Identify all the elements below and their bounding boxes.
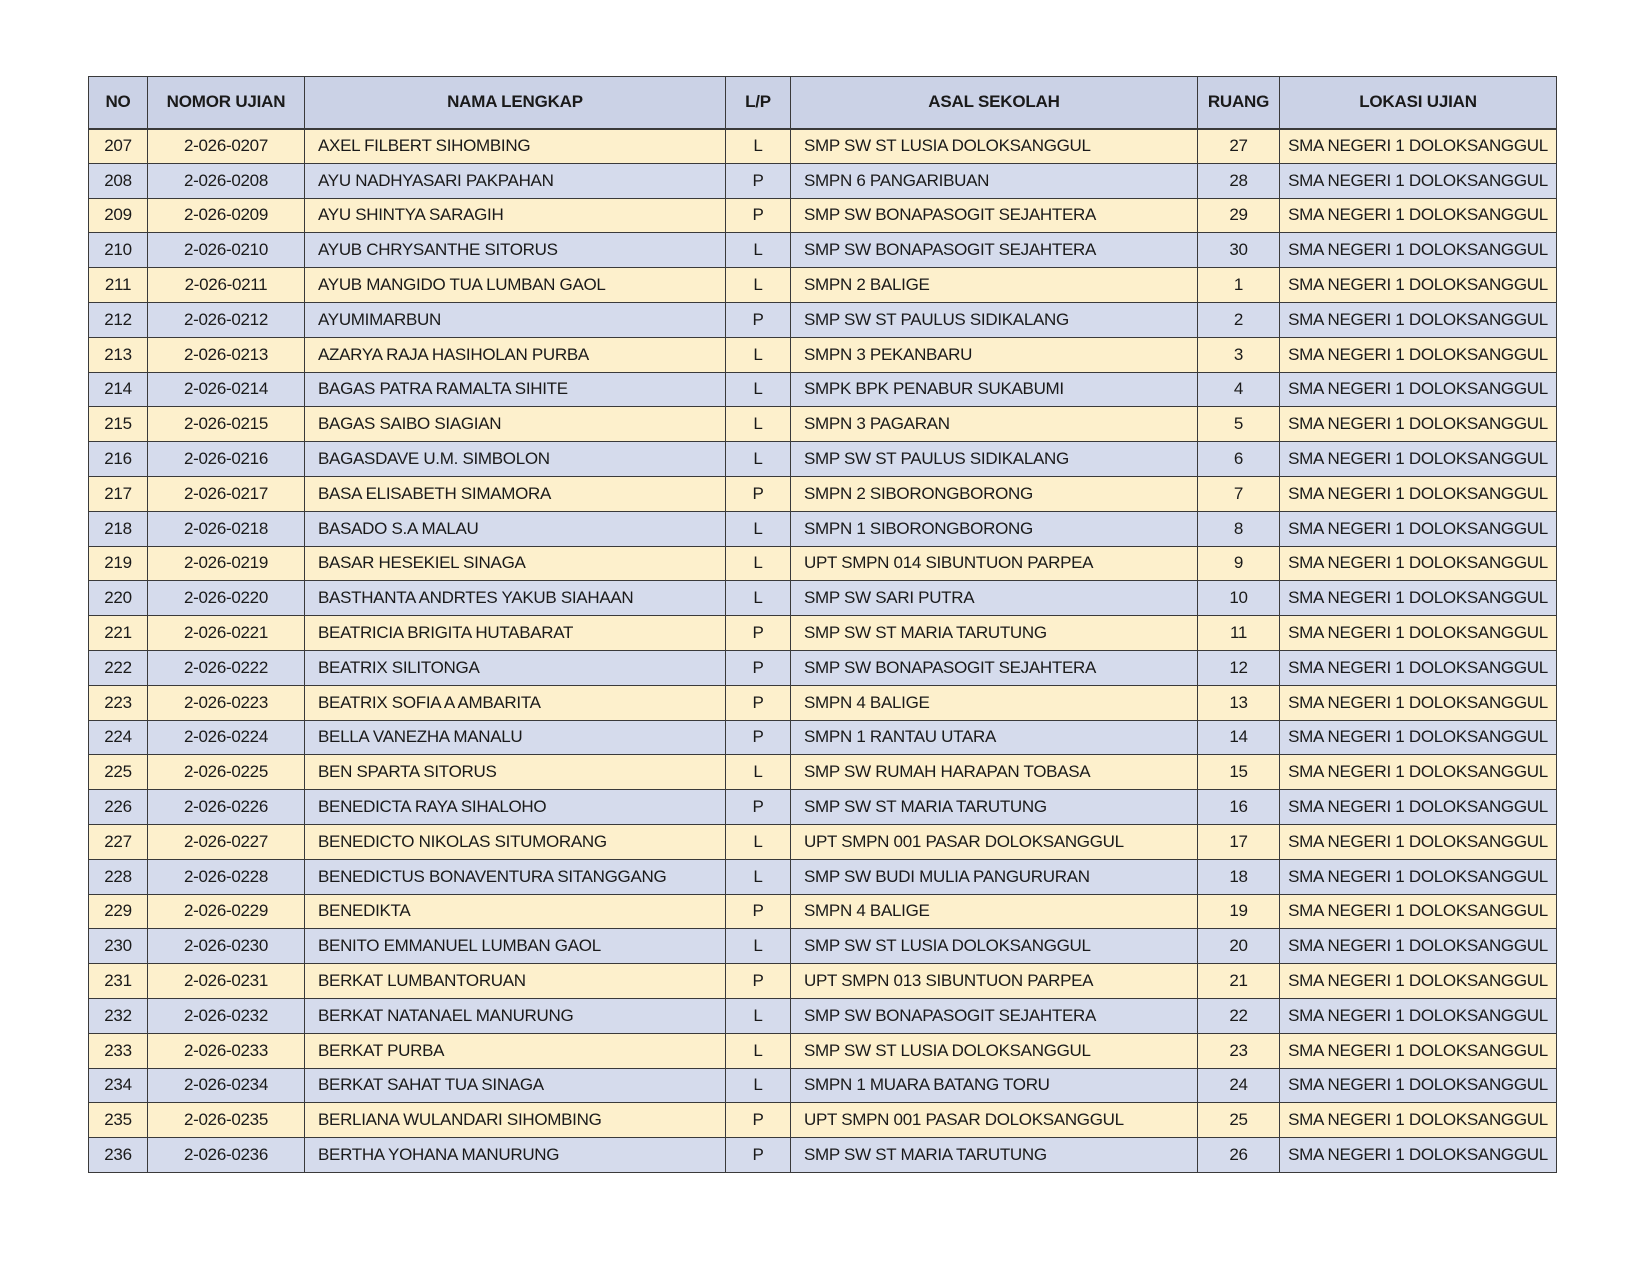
cell-asal-sekolah: SMPN 1 MUARA BATANG TORU [791,1068,1198,1103]
cell-lp: L [726,129,791,164]
cell-asal-sekolah: SMPN 2 SIBORONGBORONG [791,476,1198,511]
cell-nomor-ujian: 2-026-0210 [148,233,305,268]
cell-asal-sekolah: SMPK BPK PENABUR SUKABUMI [791,372,1198,407]
cell-ruang: 3 [1198,337,1280,372]
cell-asal-sekolah: SMPN 3 PEKANBARU [791,337,1198,372]
header-lp: L/P [726,77,791,129]
cell-ruang: 29 [1198,198,1280,233]
table-row [89,720,1557,755]
cell-asal-sekolah: SMPN 1 RANTAU UTARA [791,720,1198,755]
cell-nama-lengkap: BAGAS PATRA RAMALTA SIHITE [305,372,726,407]
cell-no: 230 [89,929,148,964]
cell-nama-lengkap: BENITO EMMANUEL LUMBAN GAOL [305,929,726,964]
cell-ruang: 23 [1198,1033,1280,1068]
cell-lokasi-ujian: SMA NEGERI 1 DOLOKSANGGUL [1280,720,1557,755]
cell-lokasi-ujian: SMA NEGERI 1 DOLOKSANGGUL [1280,302,1557,337]
cell-lokasi-ujian: SMA NEGERI 1 DOLOKSANGGUL [1280,650,1557,685]
cell-nomor-ujian: 2-026-0207 [148,129,305,164]
table-body [89,129,1557,1173]
cell-nama-lengkap: AYUB MANGIDO TUA LUMBAN GAOL [305,268,726,303]
cell-lokasi-ujian: SMA NEGERI 1 DOLOKSANGGUL [1280,129,1557,164]
table-row [89,1103,1557,1138]
cell-nomor-ujian: 2-026-0218 [148,511,305,546]
cell-lokasi-ujian: SMA NEGERI 1 DOLOKSANGGUL [1280,233,1557,268]
cell-asal-sekolah: SMP SW SARI PUTRA [791,581,1198,616]
cell-lokasi-ujian: SMA NEGERI 1 DOLOKSANGGUL [1280,616,1557,651]
table-row [89,1138,1557,1173]
cell-nomor-ujian: 2-026-0228 [148,859,305,894]
cell-lokasi-ujian: SMA NEGERI 1 DOLOKSANGGUL [1280,998,1557,1033]
cell-ruang: 12 [1198,650,1280,685]
cell-lp: L [726,546,791,581]
cell-nomor-ujian: 2-026-0236 [148,1138,305,1173]
cell-nama-lengkap: BENEDICTA RAYA SIHALOHO [305,790,726,825]
cell-nomor-ujian: 2-026-0222 [148,650,305,685]
table-row [89,337,1557,372]
cell-lp: L [726,233,791,268]
cell-asal-sekolah: SMP SW BONAPASOGIT SEJAHTERA [791,998,1198,1033]
cell-no: 223 [89,685,148,720]
cell-ruang: 27 [1198,129,1280,164]
cell-no: 213 [89,337,148,372]
cell-ruang: 20 [1198,929,1280,964]
cell-asal-sekolah: UPT SMPN 001 PASAR DOLOKSANGGUL [791,1103,1198,1138]
cell-lp: L [726,511,791,546]
cell-lp: P [726,650,791,685]
cell-lokasi-ujian: SMA NEGERI 1 DOLOKSANGGUL [1280,685,1557,720]
cell-nama-lengkap: AYUB CHRYSANTHE SITORUS [305,233,726,268]
cell-lp: L [726,407,791,442]
table-row [89,790,1557,825]
cell-no: 211 [89,268,148,303]
cell-ruang: 15 [1198,755,1280,790]
table-row [89,581,1557,616]
cell-lokasi-ujian: SMA NEGERI 1 DOLOKSANGGUL [1280,790,1557,825]
cell-lp: P [726,616,791,651]
cell-lokasi-ujian: SMA NEGERI 1 DOLOKSANGGUL [1280,442,1557,477]
table-row [89,894,1557,929]
cell-asal-sekolah: SMP SW ST MARIA TARUTUNG [791,790,1198,825]
cell-nama-lengkap: BENEDICTO NIKOLAS SITUMORANG [305,824,726,859]
table-row [89,268,1557,303]
cell-no: 214 [89,372,148,407]
cell-lokasi-ujian: SMA NEGERI 1 DOLOKSANGGUL [1280,268,1557,303]
table-row [89,964,1557,999]
cell-nomor-ujian: 2-026-0220 [148,581,305,616]
table-row [89,616,1557,651]
table-row [89,824,1557,859]
table-row [89,442,1557,477]
cell-nama-lengkap: BENEDICTUS BONAVENTURA SITANGGANG [305,859,726,894]
cell-asal-sekolah: SMPN 2 BALIGE [791,268,1198,303]
header-nama-lengkap: NAMA LENGKAP [305,77,726,129]
cell-lokasi-ujian: SMA NEGERI 1 DOLOKSANGGUL [1280,476,1557,511]
cell-lp: L [726,372,791,407]
cell-nama-lengkap: BAGASDAVE U.M. SIMBOLON [305,442,726,477]
cell-no: 210 [89,233,148,268]
cell-no: 234 [89,1068,148,1103]
cell-no: 225 [89,755,148,790]
cell-ruang: 8 [1198,511,1280,546]
cell-lp: P [726,894,791,929]
cell-asal-sekolah: SMP SW ST MARIA TARUTUNG [791,1138,1198,1173]
cell-nama-lengkap: BASADO S.A MALAU [305,511,726,546]
cell-lokasi-ujian: SMA NEGERI 1 DOLOKSANGGUL [1280,755,1557,790]
cell-ruang: 22 [1198,998,1280,1033]
cell-asal-sekolah: SMP SW ST LUSIA DOLOKSANGGUL [791,929,1198,964]
cell-ruang: 30 [1198,233,1280,268]
cell-nomor-ujian: 2-026-0209 [148,198,305,233]
cell-ruang: 2 [1198,302,1280,337]
cell-no: 216 [89,442,148,477]
header-ruang: RUANG [1198,77,1280,129]
cell-lp: P [726,790,791,825]
cell-lokasi-ujian: SMA NEGERI 1 DOLOKSANGGUL [1280,1068,1557,1103]
cell-lokasi-ujian: SMA NEGERI 1 DOLOKSANGGUL [1280,337,1557,372]
cell-lokasi-ujian: SMA NEGERI 1 DOLOKSANGGUL [1280,163,1557,198]
cell-asal-sekolah: SMP SW ST LUSIA DOLOKSANGGUL [791,129,1198,164]
cell-no: 208 [89,163,148,198]
cell-nama-lengkap: AYU SHINTYA SARAGIH [305,198,726,233]
cell-lp: P [726,685,791,720]
table-row [89,1068,1557,1103]
cell-asal-sekolah: SMP SW BONAPASOGIT SEJAHTERA [791,198,1198,233]
cell-lp: L [726,755,791,790]
cell-nama-lengkap: AYU NADHYASARI PAKPAHAN [305,163,726,198]
cell-lp: L [726,929,791,964]
cell-ruang: 16 [1198,790,1280,825]
cell-lokasi-ujian: SMA NEGERI 1 DOLOKSANGGUL [1280,1033,1557,1068]
cell-nama-lengkap: AZARYA RAJA HASIHOLAN PURBA [305,337,726,372]
cell-ruang: 17 [1198,824,1280,859]
table-row [89,929,1557,964]
cell-no: 229 [89,894,148,929]
table-row [89,511,1557,546]
cell-ruang: 10 [1198,581,1280,616]
cell-asal-sekolah: UPT SMPN 013 SIBUNTUON PARPEA [791,964,1198,999]
cell-lp: P [726,163,791,198]
cell-ruang: 7 [1198,476,1280,511]
cell-nama-lengkap: BASAR HESEKIEL SINAGA [305,546,726,581]
cell-ruang: 1 [1198,268,1280,303]
cell-nama-lengkap: BEATRIX SOFIA A AMBARITA [305,685,726,720]
cell-ruang: 24 [1198,1068,1280,1103]
cell-lokasi-ujian: SMA NEGERI 1 DOLOKSANGGUL [1280,929,1557,964]
cell-no: 220 [89,581,148,616]
cell-nomor-ujian: 2-026-0223 [148,685,305,720]
cell-lokasi-ujian: SMA NEGERI 1 DOLOKSANGGUL [1280,824,1557,859]
cell-no: 212 [89,302,148,337]
cell-nomor-ujian: 2-026-0215 [148,407,305,442]
cell-lp: L [726,337,791,372]
cell-nomor-ujian: 2-026-0233 [148,1033,305,1068]
table-row [89,302,1557,337]
cell-nama-lengkap: BEN SPARTA SITORUS [305,755,726,790]
cell-nama-lengkap: BERKAT NATANAEL MANURUNG [305,998,726,1033]
cell-lokasi-ujian: SMA NEGERI 1 DOLOKSANGGUL [1280,581,1557,616]
cell-nama-lengkap: AXEL FILBERT SIHOMBING [305,129,726,164]
cell-ruang: 25 [1198,1103,1280,1138]
table-row [89,476,1557,511]
cell-no: 228 [89,859,148,894]
header-row [89,77,1557,129]
cell-no: 221 [89,616,148,651]
cell-no: 217 [89,476,148,511]
cell-nomor-ujian: 2-026-0213 [148,337,305,372]
cell-asal-sekolah: SMP SW ST PAULUS SIDIKALANG [791,442,1198,477]
cell-asal-sekolah: SMPN 3 PAGARAN [791,407,1198,442]
cell-no: 222 [89,650,148,685]
header-nomor-ujian: NOMOR UJIAN [148,77,305,129]
cell-lp: L [726,824,791,859]
cell-asal-sekolah: SMP SW ST MARIA TARUTUNG [791,616,1198,651]
cell-no: 209 [89,198,148,233]
cell-asal-sekolah: SMP SW BONAPASOGIT SEJAHTERA [791,650,1198,685]
cell-ruang: 9 [1198,546,1280,581]
table-row [89,372,1557,407]
cell-nomor-ujian: 2-026-0235 [148,1103,305,1138]
header-lokasi-ujian: LOKASI UJIAN [1280,77,1557,129]
cell-nomor-ujian: 2-026-0230 [148,929,305,964]
cell-ruang: 14 [1198,720,1280,755]
cell-lp: L [726,859,791,894]
cell-nomor-ujian: 2-026-0234 [148,1068,305,1103]
cell-lp: L [726,1068,791,1103]
cell-no: 226 [89,790,148,825]
cell-ruang: 28 [1198,163,1280,198]
cell-nomor-ujian: 2-026-0212 [148,302,305,337]
cell-lokasi-ujian: SMA NEGERI 1 DOLOKSANGGUL [1280,198,1557,233]
cell-lokasi-ujian: SMA NEGERI 1 DOLOKSANGGUL [1280,859,1557,894]
cell-no: 215 [89,407,148,442]
cell-nama-lengkap: AYUMIMARBUN [305,302,726,337]
cell-no: 232 [89,998,148,1033]
cell-nomor-ujian: 2-026-0224 [148,720,305,755]
table-header [89,77,1557,129]
cell-asal-sekolah: SMP SW BUDI MULIA PANGURURAN [791,859,1198,894]
table-row [89,859,1557,894]
cell-asal-sekolah: SMPN 1 SIBORONGBORONG [791,511,1198,546]
cell-nomor-ujian: 2-026-0231 [148,964,305,999]
cell-ruang: 11 [1198,616,1280,651]
table-row [89,233,1557,268]
cell-no: 235 [89,1103,148,1138]
table-row [89,755,1557,790]
cell-lokasi-ujian: SMA NEGERI 1 DOLOKSANGGUL [1280,407,1557,442]
cell-lokasi-ujian: SMA NEGERI 1 DOLOKSANGGUL [1280,1138,1557,1173]
cell-nomor-ujian: 2-026-0221 [148,616,305,651]
cell-no: 231 [89,964,148,999]
cell-asal-sekolah: SMP SW BONAPASOGIT SEJAHTERA [791,233,1198,268]
cell-nomor-ujian: 2-026-0227 [148,824,305,859]
cell-ruang: 18 [1198,859,1280,894]
cell-no: 219 [89,546,148,581]
table-row [89,407,1557,442]
cell-no: 218 [89,511,148,546]
cell-nomor-ujian: 2-026-0216 [148,442,305,477]
cell-nama-lengkap: BERTHA YOHANA MANURUNG [305,1138,726,1173]
cell-ruang: 13 [1198,685,1280,720]
cell-lp: L [726,442,791,477]
table-row [89,685,1557,720]
cell-nama-lengkap: BAGAS SAIBO SIAGIAN [305,407,726,442]
header-asal-sekolah: ASAL SEKOLAH [791,77,1198,129]
cell-lp: P [726,1138,791,1173]
cell-no: 227 [89,824,148,859]
cell-nama-lengkap: BERKAT LUMBANTORUAN [305,964,726,999]
cell-nama-lengkap: BELLA VANEZHA MANALU [305,720,726,755]
cell-nomor-ujian: 2-026-0208 [148,163,305,198]
cell-nama-lengkap: BASTHANTA ANDRTES YAKUB SIAHAAN [305,581,726,616]
cell-ruang: 19 [1198,894,1280,929]
cell-lokasi-ujian: SMA NEGERI 1 DOLOKSANGGUL [1280,372,1557,407]
cell-no: 207 [89,129,148,164]
cell-lp: L [726,581,791,616]
cell-asal-sekolah: UPT SMPN 001 PASAR DOLOKSANGGUL [791,824,1198,859]
cell-nomor-ujian: 2-026-0229 [148,894,305,929]
cell-nama-lengkap: BERKAT PURBA [305,1033,726,1068]
cell-nomor-ujian: 2-026-0217 [148,476,305,511]
table-row [89,546,1557,581]
cell-asal-sekolah: SMP SW RUMAH HARAPAN TOBASA [791,755,1198,790]
cell-lokasi-ujian: SMA NEGERI 1 DOLOKSANGGUL [1280,511,1557,546]
cell-asal-sekolah: SMP SW ST LUSIA DOLOKSANGGUL [791,1033,1198,1068]
cell-nomor-ujian: 2-026-0226 [148,790,305,825]
cell-lokasi-ujian: SMA NEGERI 1 DOLOKSANGGUL [1280,546,1557,581]
cell-ruang: 5 [1198,407,1280,442]
cell-asal-sekolah: UPT SMPN 014 SIBUNTUON PARPEA [791,546,1198,581]
cell-lp: P [726,1103,791,1138]
cell-no: 233 [89,1033,148,1068]
cell-lokasi-ujian: SMA NEGERI 1 DOLOKSANGGUL [1280,894,1557,929]
cell-lp: L [726,268,791,303]
cell-nomor-ujian: 2-026-0219 [148,546,305,581]
cell-lp: P [726,302,791,337]
table-row [89,998,1557,1033]
cell-nomor-ujian: 2-026-0214 [148,372,305,407]
cell-lp: P [726,964,791,999]
cell-ruang: 21 [1198,964,1280,999]
cell-no: 236 [89,1138,148,1173]
table-row [89,163,1557,198]
table-row [89,129,1557,164]
cell-lokasi-ujian: SMA NEGERI 1 DOLOKSANGGUL [1280,964,1557,999]
cell-lokasi-ujian: SMA NEGERI 1 DOLOKSANGGUL [1280,1103,1557,1138]
cell-nama-lengkap: BERKAT SAHAT TUA SINAGA [305,1068,726,1103]
cell-nama-lengkap: BENEDIKTA [305,894,726,929]
cell-nomor-ujian: 2-026-0232 [148,998,305,1033]
cell-nama-lengkap: BEATRIX SILITONGA [305,650,726,685]
cell-nama-lengkap: BERLIANA WULANDARI SIHOMBING [305,1103,726,1138]
cell-ruang: 26 [1198,1138,1280,1173]
cell-lp: P [726,720,791,755]
exam-participants-table [88,76,1557,1173]
table-row [89,198,1557,233]
cell-nama-lengkap: BEATRICIA BRIGITA HUTABARAT [305,616,726,651]
cell-nomor-ujian: 2-026-0225 [148,755,305,790]
cell-asal-sekolah: SMPN 4 BALIGE [791,685,1198,720]
cell-no: 224 [89,720,148,755]
cell-lp: P [726,476,791,511]
cell-ruang: 6 [1198,442,1280,477]
cell-ruang: 4 [1198,372,1280,407]
table-row [89,650,1557,685]
cell-asal-sekolah: SMPN 6 PANGARIBUAN [791,163,1198,198]
cell-nama-lengkap: BASA ELISABETH SIMAMORA [305,476,726,511]
cell-asal-sekolah: SMP SW ST PAULUS SIDIKALANG [791,302,1198,337]
cell-lp: L [726,998,791,1033]
cell-lp: P [726,198,791,233]
header-no: NO [89,77,148,129]
cell-nomor-ujian: 2-026-0211 [148,268,305,303]
cell-lp: L [726,1033,791,1068]
cell-asal-sekolah: SMPN 4 BALIGE [791,894,1198,929]
table-row [89,1033,1557,1068]
